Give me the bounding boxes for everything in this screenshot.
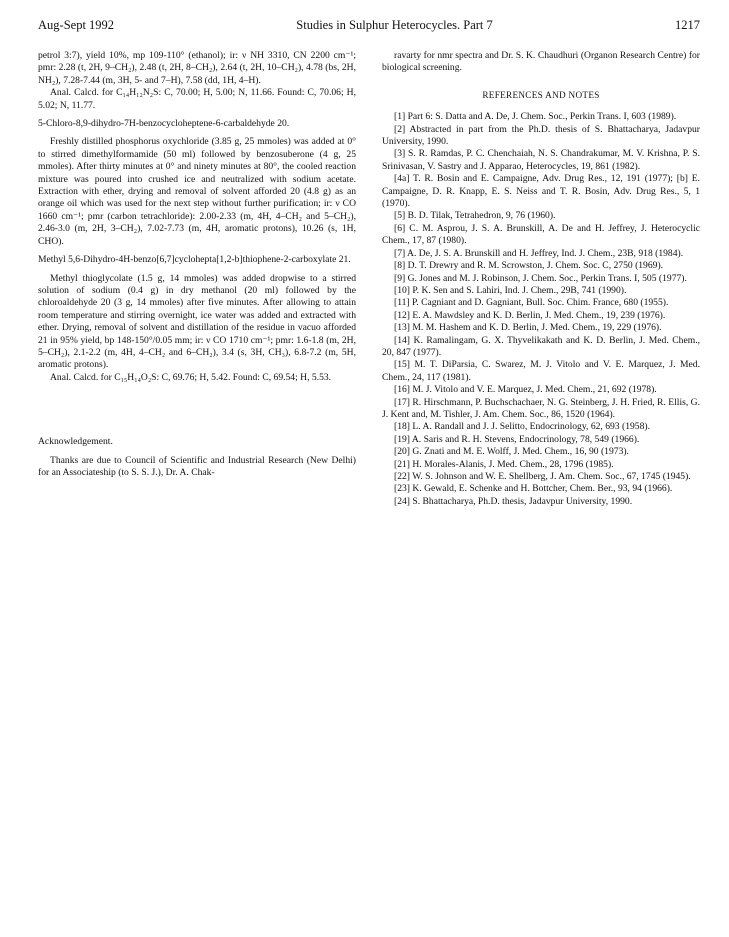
reference-item: [21] H. Morales-Alanis, J. Med. Chem., 28, 1796 (1985).	[394, 458, 614, 470]
acknowledgement-continuation: ravarty for nmr spectra and Dr. S. K. Chaudhuri (Organon Research Centre) for biological screening.	[382, 50, 700, 74]
reference-item: [4a] T. R. Bosin and E. Campaigne, Adv. Drug Res., 12, 191 (1977); [b] E. Campaigne, D. R. Knapp, E. S. Neiss and T. R. Bosin, Adv. Drug Res., 5, 1 (1970).	[382, 173, 700, 210]
reference-item: [18] L. A. Randall and J. J. Selitto, Endocrinology, 62, 693 (1958).	[394, 421, 650, 433]
reference-item: [20] G. Znati and M. E. Wolff, J. Med. Chem., 16, 90 (1973).	[394, 446, 629, 458]
reference-item: [3] S. R. Ramdas, P. C. Chenchaiah, N. S. Chandrakumar, M. V. Krishna, P. S. Srinivasan, V. Sastry and J. Apparao, Heterocycles, 19, 861 (1982).	[382, 148, 700, 172]
header-title: Studies in Sulphur Heterocycles. Part 7	[296, 18, 493, 32]
reference-item: [22] W. S. Johnson and W. E. Shellberg, J. Am. Chem. Soc., 67, 1745 (1945).	[394, 471, 691, 482]
acknowledgement-heading: Acknowledgement.	[38, 436, 113, 448]
left-column	[38, 50, 356, 479]
reference-item: [12] E. A. Mawdsley and K. D. Berlin, J. Med. Chem., 19, 239 (1976).	[394, 309, 666, 321]
reference-item: [16] M. J. Vitolo and V. E. Marquez, J. Med. Chem., 21, 692 (1978).	[394, 384, 657, 396]
section-title: Methyl 5,6-Dihydro-4H-benzo[6,7]cyclohepta[1,2-b]thiophene-2-carboxylate 21.	[38, 254, 351, 266]
references-list	[382, 111, 700, 508]
paragraph: Freshly distilled phosphorus oxychloride (3.85 g, 25 mmoles) was added at 0° to stirred dimethylformamide (50 ml) followed by benzosuberone (4 g, 25 mmoles). After thirty minutes at 0° and ninety minutes at 80°, the cooled reaction mixture was poured into crushed ice and neutralized with sodium acetate. Extraction with ether, drying and removal of solvent afforded 20 (4.8 g) as an orange oil which was used for the next step without further purification; ir: ν CO 1660 cm⁻¹; pmr (carbon tetrachloride): 2.00-2.33 (m, 4H, 4–CH₂ and 5–CH₂), 2.46-3.0 (m, 2H, 3–CH₂), 7.02-7.73 (m, 4H, aromatic protons), 10.26 (s, 1H, CHO).	[38, 136, 356, 247]
right-column	[382, 50, 700, 508]
page-number: 1217	[674, 18, 700, 32]
reference-item: [14] K. Ramalingam, G. X. Thyvelikakath and K. D. Berlin, J. Med. Chem., 20, 847 (1977).	[382, 334, 700, 358]
paragraph: Thanks are due to Council of Scientific and Industrial Research (New Delhi) for an Associateship (to S. S. J.), Dr. A. Chak-	[38, 454, 356, 478]
paragraph: Anal. Calcd. for C₁₄H₁₂N₂S: C, 70.00; H, 5.00; N, 11.66. Found: C, 70.06; H, 5.02; N, 11.77.	[38, 87, 356, 111]
reference-item: [9] G. Jones and M. J. Robinson, J. Chem. Soc., Perkin Trans. I, 505 (1977).	[394, 272, 687, 284]
reference-item: [2] Abstracted in part from the Ph.D. thesis of S. Bhattacharya, Jadavpur University, 1990.	[382, 123, 700, 148]
section-title: 5-Chloro-8,9-dihydro-7H-benzocycloheptene-6-carbaldehyde 20.	[38, 118, 290, 130]
reference-item: [7] A. De, J. S. A. Brunskill and H. Jeffrey, Ind. J. Chem., 23B, 918 (1984).	[394, 247, 684, 259]
paragraph: Anal. Calcd. for C₁₅H₁₄O₂S: C, 69.76; H, 5.42. Found: C, 69.54; H, 5.53.	[50, 371, 332, 383]
reference-item: [11] P. Cagniant and D. Gagniant, Bull. Soc. Chim. France, 680 (1955).	[394, 297, 669, 309]
reference-item: [5] B. D. Tilak, Tetrahedron, 9, 76 (1960).	[394, 210, 556, 222]
reference-item: [6] C. M. Asprou, J. S. A. Brunskill, A. De and H. Jeffrey, J. Heterocyclic Chem., 17, 87 (1980).	[382, 222, 700, 247]
reference-item: [10] P. K. Sen and S. Lahiri, Ind. J. Chem., 29B, 741 (1990).	[394, 284, 627, 296]
reference-item: [23] K. Gewald, E. Schenke and H. Bottcher, Chem. Ber., 93, 94 (1966).	[394, 483, 673, 495]
paragraph: petrol 3:7), yield 10%, mp 109-110° (ethanol); ir: ν NH 3310, CN 2200 cm⁻¹; pmr: 2.28 (t, 2H, 9–CH₂), 2.48 (t, 2H, 8–CH₂), 2.64 (t, 2H, 10–CH₂), 4.78 (bs, 2H, NH₂), 7.28-7.44 (m, 3H, 5- and 7–H), 7.58 (dd, 1H, 4–H).	[38, 50, 356, 86]
paragraph: Methyl thioglycolate (1.5 g, 14 mmoles) was added dropwise to a stirred solution of sodium (0.4 g) in dry methanol (20 ml) followed by the chloroaldehyde 20 (3 g, 14 mmoles) after five minutes. After allowing to attain room temperature and stirring overnight, ice water was added and extracted with ether. Drying, removal of solvent and distillation of the residue in vacuo afforded 21 in 95% yield, bp 148-150°/0.05 mm; ir: ν CO 1710 cm⁻¹; pmr: 1.6-1.8 (m, 2H, 5–CH₂), 2.1-2.2 (m, 4H, 4–CH₂ and 6–CH₂), 3.4 (s, 3H, CH₃), 6.8-7.2 (m, 5H, aromatic protons).	[38, 272, 356, 371]
header-date: Aug-Sept 1992	[38, 18, 115, 32]
running-header	[38, 18, 700, 36]
references-heading: REFERENCES AND NOTES	[482, 89, 600, 100]
reference-item: [13] M. M. Hashem and K. D. Berlin, J. Med. Chem., 19, 229 (1976).	[394, 322, 662, 334]
reference-item: [15] M. T. DiParsia, C. Swarez, M. J. Vitolo and V. E. Marquez, J. Med. Chem., 24, 117 (1981).	[382, 359, 700, 383]
reference-item: [1] Part 6: S. Datta and A. De, J. Chem. Soc., Perkin Trans. I, 603 (1989).	[394, 111, 677, 123]
reference-item: [19] A. Saris and R. H. Stevens, Endocrinology, 78, 549 (1966).	[394, 433, 640, 445]
reference-item: [8] D. T. Drewry and R. M. Scrowston, J. Chem. Soc. C, 2750 (1969).	[394, 260, 664, 272]
reference-item: [24] S. Bhattacharya, Ph.D. thesis, Jadavpur University, 1990.	[394, 495, 633, 507]
reference-item: [17] R. Hirschmann, P. Buchschachaer, N. G. Steinberg, J. H. Fried, R. Ellis, G. J. Kent and, M. Tishler, J. Am. Chem. Soc., 86, 1520 (1964).	[382, 396, 700, 420]
